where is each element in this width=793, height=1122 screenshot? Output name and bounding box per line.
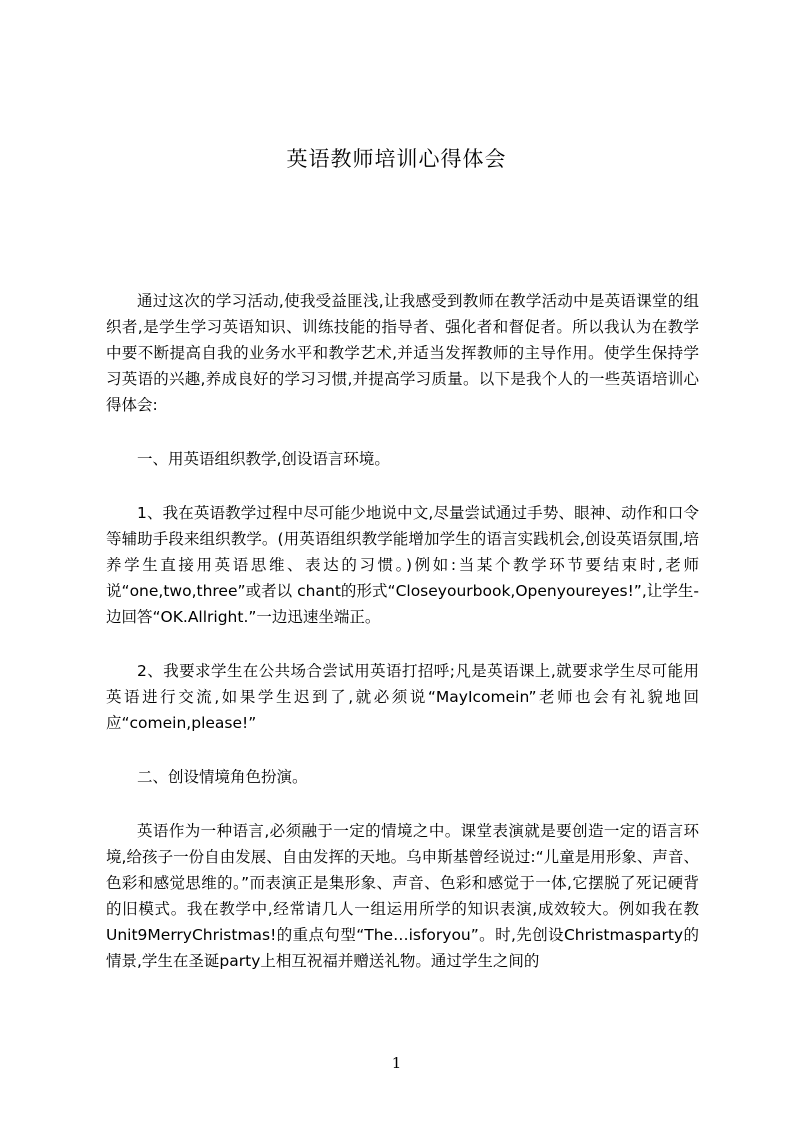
document-title: 英语教师培训心得体会 [286,147,507,171]
paragraph-intro: 通过这次的学习活动,使我受益匪浅,让我感受到教师在教学活动中是英语课堂的组织者,是学生学习英语知识、训练技能的指导者、强化者和督促者。所以我认为在教学中要不断提高自我的业务水平和教学艺术,并适当发挥教师的主导作用。使学生保持学习英语的兴趣,养成良好的学习习惯,并提高学习质量。以下是我个人的一些英语培训心得体会: [106,292,699,414]
paragraph-roleplay: 英语作为一种语言,必须融于一定的情境之中。课堂表演就是要创造一定的语言环境,给孩子一份自由发展、自由发挥的天地。乌申斯基曾经说过:“儿童是用形象、声音、色彩和感觉思维的。”而表演正是集形象、声音、色彩和感觉于一体,它摆脱了死记硬背的旧模式。我在教学中,经常请几人一组运用所学的知识表演,成效较大。例如我在教 Unit9MerryChristmas!的重点句型“The…isforyou”。时,先创设Christmasparty的情景,学生在圣诞party上相互祝福并赠送礼物。通过学生之间的 [106,822,699,970]
section-heading-1: 一、用英语组织教学,创设语言环境。 [137,450,390,468]
document-body [106,288,699,1002]
paragraph-point-2: 2、我要求学生在公共场合尝试用英语打招呼;凡是英语课上,就要求学生尽可能用英语进行交流,如果学生迟到了,就必须说“MayIcomein”老师也会有礼貌地回应“comein,please!” [106,662,699,732]
page-number: 1 [391,1054,402,1072]
section-heading-2: 二、创设情境角色扮演。 [137,768,308,786]
paragraph-point-1: 1、我在英语教学过程中尽可能少地说中文,尽量尝试通过手势、眼神、动作和口令等辅助手段来组织教学。(用英语组织教学能增加学生的语言实践机会,创设英语氛围,培养学生直接用英语思维、表达的习惯。)例如:当某个教学环节要结束时,老师说“one,two,three”或者以 chant的形式“Closeyourbook,Openyoureyes!”,让学生-边回答“OK.Allright.”一边迅速坐端正。 [106,504,699,626]
